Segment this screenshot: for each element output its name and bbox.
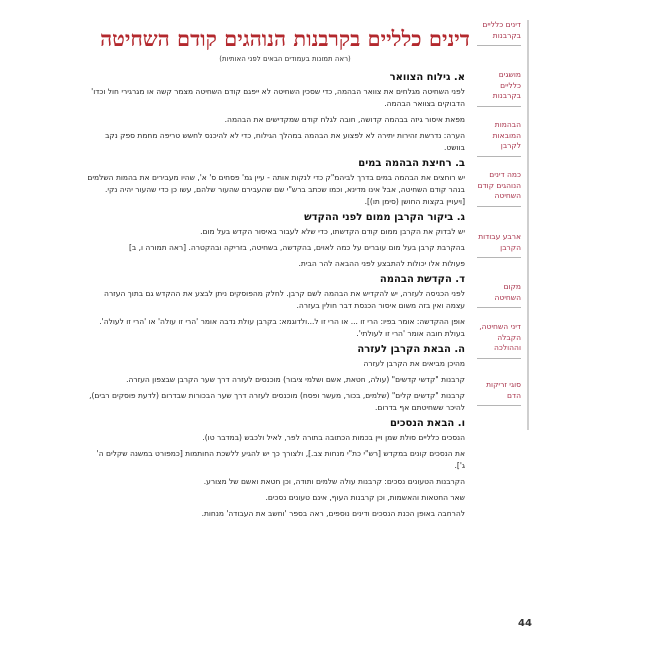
section-paragraph: את הנסכים קונים במקדש [רש"י כת"י מנחות צב.], ולצורך כך יש להגיע ללשכת החותמות [כמפורט במשנה שקלים ה' ג'].: [96, 449, 465, 470]
section-heading: ג. ביקור הקרבן ממום לפני ההקדש: [304, 212, 465, 223]
page-number: 44: [518, 618, 532, 629]
chapter-tab[interactable]: סוגי זריקות הדם: [477, 380, 521, 406]
section-bet: [85, 158, 465, 208]
section-heading: ו. הבאת הנסכים: [389, 418, 465, 429]
chapter-tab[interactable]: מושגים כלליים בקרבנות: [477, 70, 521, 107]
section-dalet: [85, 274, 465, 340]
section-paragraph: לפני השחיטה מגלחים את צוואר הבהמה, כדי שסכין השחיטה לא ייפגם קודם השחיטה מצמר קשה או מגרגירי חול וכדו' הדבוקים בצוואר הבהמה.: [91, 87, 465, 108]
section-alef: [85, 72, 465, 154]
chapter-tab-current[interactable]: כמה דינים הנוהגים קודם השחיטה: [477, 170, 521, 207]
section-paragraph: מפאת איסור גיזה בבהמה קדושה, חובה לגלח קודם שמקדישים את הבהמה.: [224, 115, 465, 124]
section-paragraph: לפני הכניסה לעזרה, יש להקדיש את הבהמה לשם קרבן. לחלק מהפוסקים ניתן לבצע את ההקדש גם בתוך העזרה עצמה ואין בזה משום איסור הכנסת דבר חולין בעזרה.: [104, 289, 465, 310]
section-heading: ה. הבאת הקרבן לעזרה: [357, 344, 465, 355]
section-heading: ב. רחיצת הבהמה במים: [358, 158, 465, 169]
section-heading: ד. הקדשת הבהמה: [379, 274, 465, 285]
section-he: [85, 344, 465, 414]
chapter-tab[interactable]: דינים כלליים בקרבנות: [477, 20, 521, 46]
section-paragraph: קרבנות "קדשים קלים" (שלמים, בכור, מעשר ופסח) מוכנסים לעזרה דרך שער הבכורות שבדרום (לדעת פוסקים רבים), להיכר ששחיטתם אף בדרום.: [89, 391, 465, 412]
chapter-tab[interactable]: דיני השחיטה, הקבלה וההולכה: [477, 322, 521, 359]
section-paragraph: להרחבה באופן הכנת הנסכים ודינים נוספים, ראה בספר 'וחשב את העבודה' מנחות.: [201, 509, 465, 518]
section-paragraph: פעולות אלו יכולות להתבצע לפני ההבאה להר הבית.: [298, 259, 465, 268]
section-heading: א. גילוח הצוואר: [389, 72, 465, 83]
section-paragraph: הקרבנות הטעונים נסכים: קרבנות עולה שלמים ותודה, וכן חטאת ואשם של מצורע.: [203, 477, 465, 486]
section-paragraph: שאר החטאות והאשמות, וכן קרבנות העוף, אינם טעונים נסכים.: [265, 493, 465, 502]
section-paragraph: אופן ההקדשה: אומר בפיו: הרי זו ... או הרי זו ל...ולדוגמא: בקרבן עולת נדבה אומר 'הרי זו עולה' או 'הרי זו לעולה'. בעולת חובה אומר 'הרי זו לעולתי'.: [99, 317, 465, 338]
section-paragraph: מהיכן מביאים את הקרבן לעזרה: [363, 359, 465, 368]
page-subtitle: (ראה תמונות בעמודים הבאים לפני האותיות): [219, 55, 351, 63]
section-gimel: [85, 212, 465, 270]
chapter-tab[interactable]: מקום השחיטה: [477, 282, 521, 308]
section-vav: [85, 418, 465, 520]
section-paragraph: יש לבדוק את הקרבן ממום קודם הקדשתו, כדי שלא לעבור באיסור הקדש בעל מום.: [200, 227, 465, 236]
section-paragraph: הנסכים כלליים סולת שמן ויין בכמות הכתובה בתורה לפר, לאיל ולכבש (במדבר טו).: [202, 433, 465, 442]
section-paragraph: יש רוחצים את הבהמה במים בדרך לביהמ"ק כדי לנקות אותה - עיין גמ' פסחים ס' א', שהיו מעבירים את בהמות השלמים בנהר קודם השחיטה, אבל אינו מדינא, וכמו שכתב ברש"י שם שהעבירם שהעור שלהם, עשו כן כדי שהעור יהיה נקי. [ויעויין בקצות החושן (סימן תו)].: [87, 173, 465, 206]
chapter-tab[interactable]: ארבע עבודות הקרבן: [477, 232, 521, 258]
main-content: [85, 70, 465, 524]
chapter-tabs-sidebar: [477, 20, 529, 430]
section-paragraph: הערה: נדרשת זהירות יתירה לא לפצוע את הבהמה במהלך הגילוח, כדי לא להיכנס לחשש טריפה מחמת ספק נקב בוושט.: [105, 131, 465, 152]
chapter-tab[interactable]: הבהמות המובאות לקרבן: [477, 120, 521, 157]
section-paragraph: בהקרבת קרבן בעל מום עוברים על כמה לאוים, בהקדשה, בשחיטה, בזריקה ובהקטרה. [ראה תמורה ו, ב]: [128, 243, 465, 252]
page-title: דינים כלליים בקרבנות הנוהגים קודם השחיטה: [100, 26, 470, 52]
section-paragraph: קרבנות "קדשי קדשים" (עולה, חטאת, אשם ושלמי ציבור) מוכנסים לעזרה דרך שער הקרבן שבצפון העזרה.: [126, 375, 465, 384]
